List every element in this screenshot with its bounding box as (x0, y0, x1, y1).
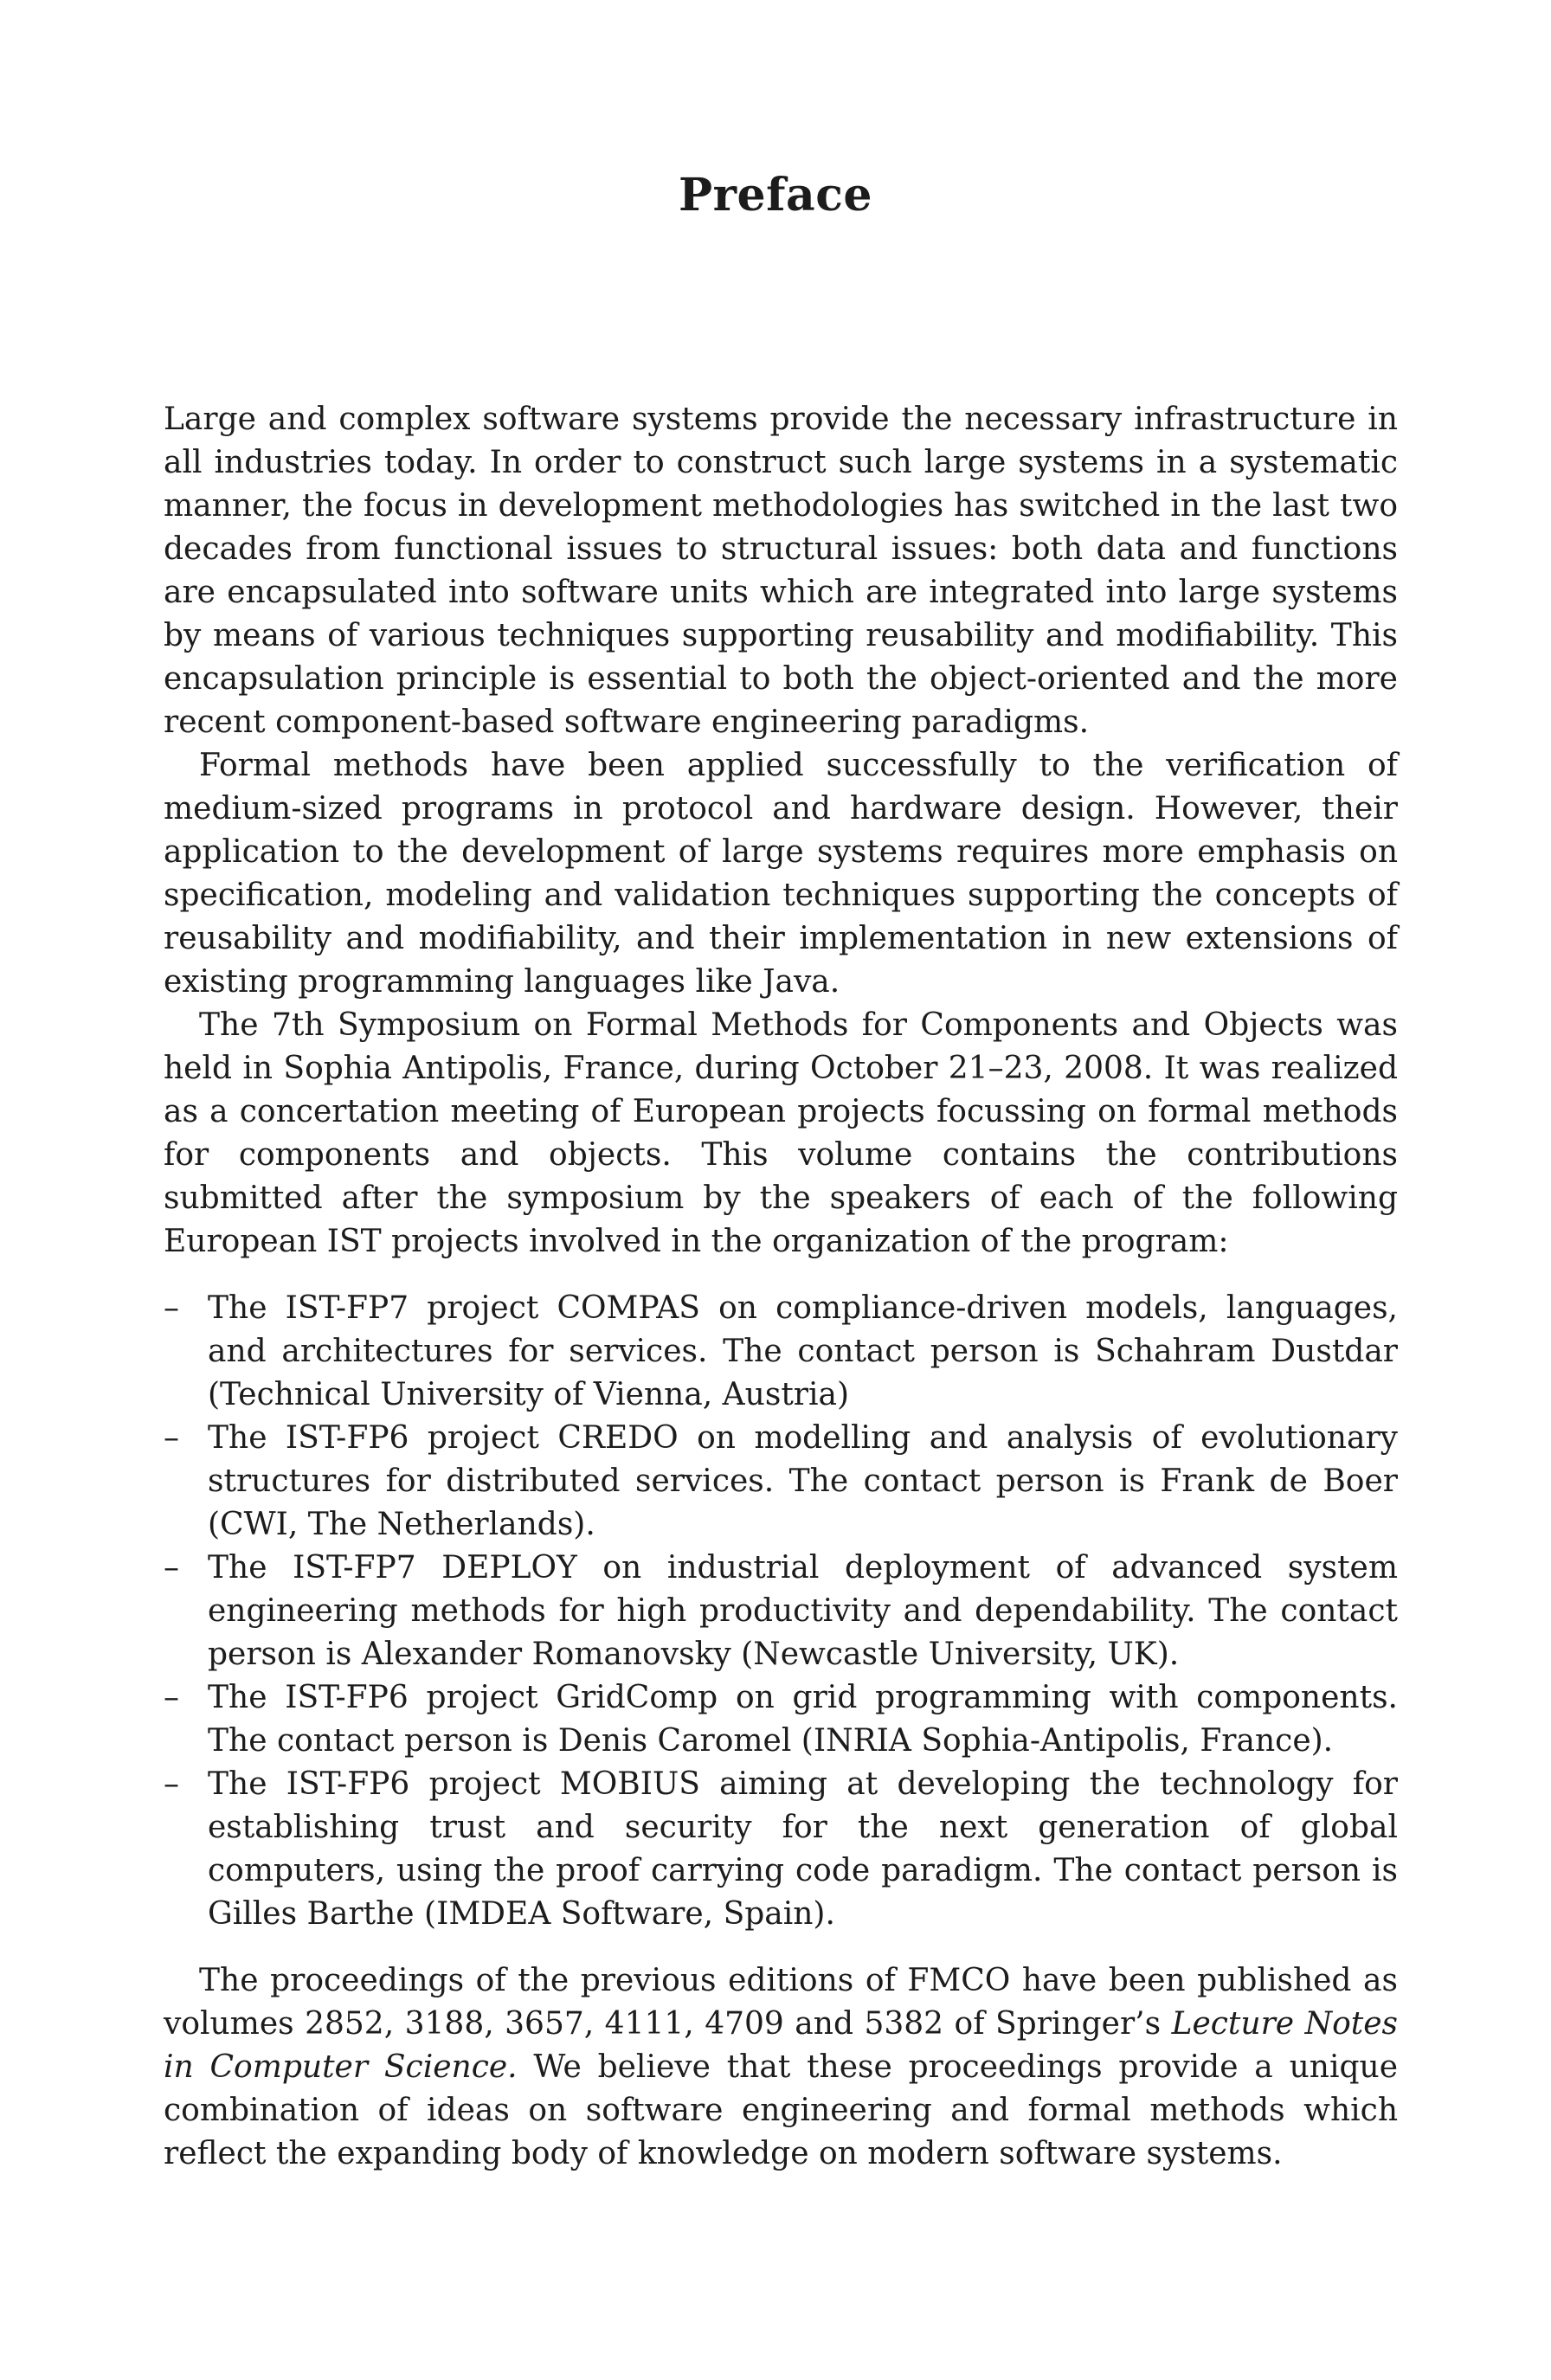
preface-body (164, 398, 1398, 2176)
list-item (164, 1676, 1398, 1763)
page-title: Preface (679, 169, 872, 222)
list-item (164, 1763, 1398, 1936)
closing-text-start: The proceedings of the previous editions of FMCO have been published as volumes 2852, 3188, 3657, 4111, 4709 and 5382 of Springer’s (164, 1963, 1398, 2042)
list-dash: – (164, 1550, 179, 1586)
series-title: Lecture Notes in Computer Science. (164, 2006, 1398, 2085)
project-mobius: The IST-FP6 project MOBIUS aiming at developing the technology for establishing trust and security for the next generation of global computers, using the proof carrying code paradigm. The contact person is Gilles Barthe (IMDEA Software, Spain). (208, 1766, 1398, 1932)
paragraph-formal-methods: Formal methods have been applied successfully to the verification of medium-sized programs in protocol and hardware design. However, their application to the development of large systems requires more emphasis on specification, modeling and validation techniques supporting the concepts of reusability and modifiability, and their implementation in new extensions of existing programming languages like Java. (164, 748, 1398, 1000)
paragraph-closing (164, 1959, 1398, 2176)
closing-text-end: We believe that these proceedings provide a unique combination of ideas on software engineering and formal methods which reflect the expanding body of knowledge on modern software systems. (164, 2049, 1398, 2171)
list-item (164, 1547, 1398, 1676)
list-item (164, 1287, 1398, 1417)
list-dash: – (164, 1420, 179, 1456)
list-dash: – (164, 1680, 179, 1715)
project-credo: The IST-FP6 project CREDO on modelling and analysis of evolutionary structures for distributed services. The contact person is Frank de Boer (CWI, The Netherlands). (208, 1420, 1398, 1542)
list-dash: – (164, 1290, 179, 1326)
project-list (164, 1287, 1398, 1936)
project-compas: The IST-FP7 project COMPAS on compliance-driven models, languages, and architectures for services. The contact person is Schahram Dustdar (Technical University of Vienna, Austria) (208, 1290, 1398, 1412)
list-dash: – (164, 1766, 179, 1802)
paragraph-symposium: The 7th Symposium on Formal Methods for Components and Objects was held in Sophia Antipolis, France, during October 21–23, 2008. It was realized as a concertation meeting of European projects focussing on formal methods for components and objects. This volume contains the contributions submitted after the symposium by the speakers of each of the following European IST projects involved in the organization of the program: (164, 1007, 1398, 1259)
list-item (164, 1417, 1398, 1547)
project-deploy: The IST-FP7 DEPLOY on industrial deployment of advanced system engineering methods for high productivity and dependability. The contact person is Alexander Romanovsky (Newcastle University, UK). (208, 1550, 1398, 1672)
paragraph-intro: Large and complex software systems provide the necessary infrastructure in all industries today. In order to construct such large systems in a systematic manner, the focus in development methodologies has switched in the last two decades from functional issues to structural issues: both data and functions are encapsulated into software units which are integrated into large systems by means of various techniques supporting reusability and modifiability. This encapsulation principle is essential to both the object-oriented and the more recent component-based software engineering paradigms. (164, 402, 1398, 740)
project-gridcomp: The IST-FP6 project GridComp on grid programming with components. The contact person is Denis Caromel (INRIA Sophia-Antipolis, France). (208, 1680, 1398, 1759)
